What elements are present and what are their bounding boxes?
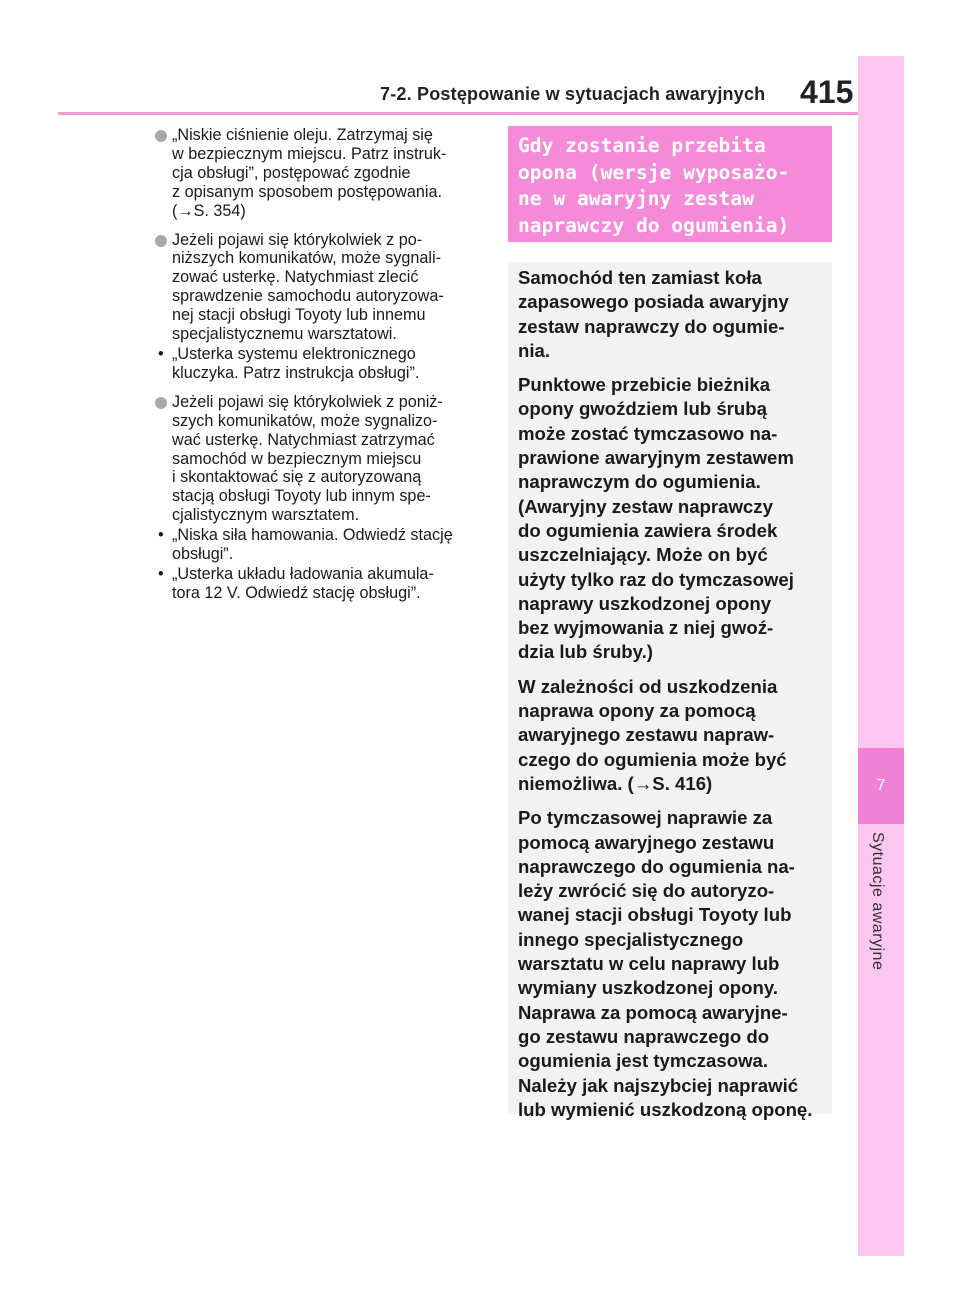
section-title: 7-2. Postępowanie w sytuacjach awaryjnych bbox=[380, 84, 766, 104]
text-line: cjalistycznym warsztatem. bbox=[172, 506, 360, 525]
note-stop-vehicle bbox=[155, 393, 485, 525]
info-box bbox=[508, 262, 832, 1120]
text-line: tora 12 V. Odwiedź stację obsługi”. bbox=[172, 583, 421, 602]
text-line: szych komunikatów, może sygnalizo- bbox=[172, 411, 438, 430]
text-line: „Niskie ciśnienie oleju. Zatrzymaj się bbox=[172, 126, 433, 144]
text-line: z opisanym sposobem postępowania. bbox=[172, 182, 442, 201]
text-line: użyty tylko raz do tymczasowej bbox=[518, 568, 794, 590]
bullet-dot-icon bbox=[155, 235, 167, 247]
text-line: „Usterka układu ładowania akumula- bbox=[172, 564, 434, 583]
text-line: wymiany uszkodzonej opony. bbox=[518, 977, 779, 999]
chapter-label: Sytuacje awaryjne bbox=[869, 832, 886, 971]
header-divider bbox=[58, 112, 858, 115]
text-line: Samochód ten zamiast koła bbox=[518, 267, 762, 288]
chapter-number-tab[interactable]: 7 bbox=[858, 748, 904, 824]
text-line: opona (wersje wyposażo- bbox=[518, 160, 790, 184]
text-line: w bezpiecznym miejscu. Patrz instruk- bbox=[172, 144, 447, 163]
text-line: Naprawa za pomocą awaryjne- bbox=[518, 1001, 788, 1023]
sub-item-brake-force bbox=[155, 526, 485, 564]
text-line: prawione awaryjnym zestawem bbox=[518, 447, 794, 469]
text-line: cja obsługi”, postępować zgodnie bbox=[172, 163, 411, 182]
sub-item-charging-system bbox=[155, 565, 485, 603]
text-line: stacją obsługi Toyoty lub innym spe- bbox=[172, 487, 431, 506]
text-line: ogumienia jest tymczasowa. bbox=[518, 1050, 769, 1072]
text-line: W zależności od uszkodzenia bbox=[518, 675, 778, 697]
text-line: naprawa opony za pomocą bbox=[518, 700, 756, 722]
text-line: specjalistycznemu warsztatowi. bbox=[172, 325, 397, 344]
text-line: warsztatu w celu naprawy lub bbox=[518, 953, 780, 975]
text-line: kluczyka. Patrz instrukcja obsługi”. bbox=[172, 363, 420, 382]
sub-item-key-system bbox=[155, 345, 485, 383]
text-line: „Niska siła hamowania. Odwiedź stację bbox=[172, 526, 453, 545]
text-line: naprawczy do ogumienia) bbox=[518, 213, 790, 237]
text-line: go zestawu naprawczego do bbox=[518, 1025, 770, 1047]
text-line: sprawdzenie samochodu autoryzowa- bbox=[172, 287, 444, 306]
text-line: pomocą awaryjnego zestawu bbox=[518, 831, 775, 853]
text-line: Po tymczasowej naprawie za bbox=[518, 807, 773, 829]
text-line: może zostać tymczasowo na- bbox=[518, 422, 778, 444]
note-oil-pressure bbox=[155, 126, 485, 221]
chapter-side-strip bbox=[858, 56, 904, 1256]
info-paragraph bbox=[518, 373, 822, 665]
text-line: nej stacji obsługi Toyoty lub innemu bbox=[172, 306, 426, 325]
text-line: ne w awaryjny zestaw bbox=[518, 187, 754, 210]
text-line: innego specjalistycznego bbox=[518, 928, 744, 950]
text-line: obsługi”. bbox=[172, 545, 234, 564]
page-number: 415 bbox=[800, 74, 854, 110]
text-line: wać usterkę. Natychmiast zatrzymać bbox=[172, 430, 435, 449]
text-line: zestaw naprawczy do ogumie- bbox=[518, 315, 785, 337]
text-line: Należy jak najszybciej naprawić bbox=[518, 1074, 799, 1096]
note-warning-messages bbox=[155, 231, 485, 344]
text-line: naprawy uszkodzonej opony bbox=[518, 592, 772, 614]
text-line: samochód w bezpiecznym miejscu bbox=[172, 449, 422, 468]
text-line: „Usterka systemu elektronicznego bbox=[172, 344, 416, 363]
text-line: naprawczego do ogumienia na- bbox=[518, 855, 795, 877]
text-line: Jeżeli pojawi się którykolwiek z poniż- bbox=[172, 392, 443, 411]
text-line: dzia lub śruby.) bbox=[518, 641, 653, 663]
text-line: zować usterkę. Natychmiast zlecić bbox=[172, 268, 419, 287]
text-line: leży zwrócić się do autoryzo- bbox=[518, 880, 775, 902]
text-line: Gdy zostanie przebita bbox=[518, 134, 766, 157]
text-line: nia. bbox=[518, 339, 551, 361]
sub-bullet: • bbox=[158, 564, 164, 583]
text-line: uszczelniający. Może on być bbox=[518, 544, 768, 566]
text-line: opony gwoździem lub śrubą bbox=[518, 398, 767, 420]
text-line: naprawczym do ogumienia. bbox=[518, 471, 761, 493]
text-line: i skontaktować się z autoryzowaną bbox=[172, 468, 422, 487]
text-line: (→S. 354) bbox=[172, 201, 246, 220]
text-line: Punktowe przebicie bieżnika bbox=[518, 374, 771, 396]
info-paragraph bbox=[518, 675, 822, 796]
text-line: wanej stacji obsługi Toyoty lub bbox=[518, 904, 792, 926]
bullet-dot-icon bbox=[155, 130, 167, 142]
text-line: zapasowego posiada awaryjny bbox=[518, 291, 789, 313]
bullet-dot-icon bbox=[155, 397, 167, 409]
text-line: Jeżeli pojawi się którykolwiek z po- bbox=[172, 230, 423, 249]
text-line: do ogumienia zawiera środek bbox=[518, 519, 778, 541]
sub-bullet: • bbox=[158, 344, 164, 363]
section-heading-box bbox=[508, 126, 832, 242]
sub-bullet: • bbox=[158, 526, 164, 545]
text-line: czego do ogumienia może być bbox=[518, 748, 787, 770]
text-line: lub wymienić uszkodzoną oponę. bbox=[518, 1098, 813, 1120]
text-line: niższych komunikatów, może sygnali- bbox=[172, 249, 441, 268]
text-line: niemożliwa. (→S. 416) bbox=[518, 772, 713, 794]
left-column bbox=[155, 126, 485, 603]
info-paragraph bbox=[518, 266, 822, 363]
text-line: awaryjnego zestawu napraw- bbox=[518, 724, 775, 746]
info-paragraph bbox=[518, 806, 822, 1122]
text-line: bez wyjmowania z niej gwoź- bbox=[518, 617, 774, 639]
text-line: (Awaryjny zestaw naprawczy bbox=[518, 495, 773, 517]
